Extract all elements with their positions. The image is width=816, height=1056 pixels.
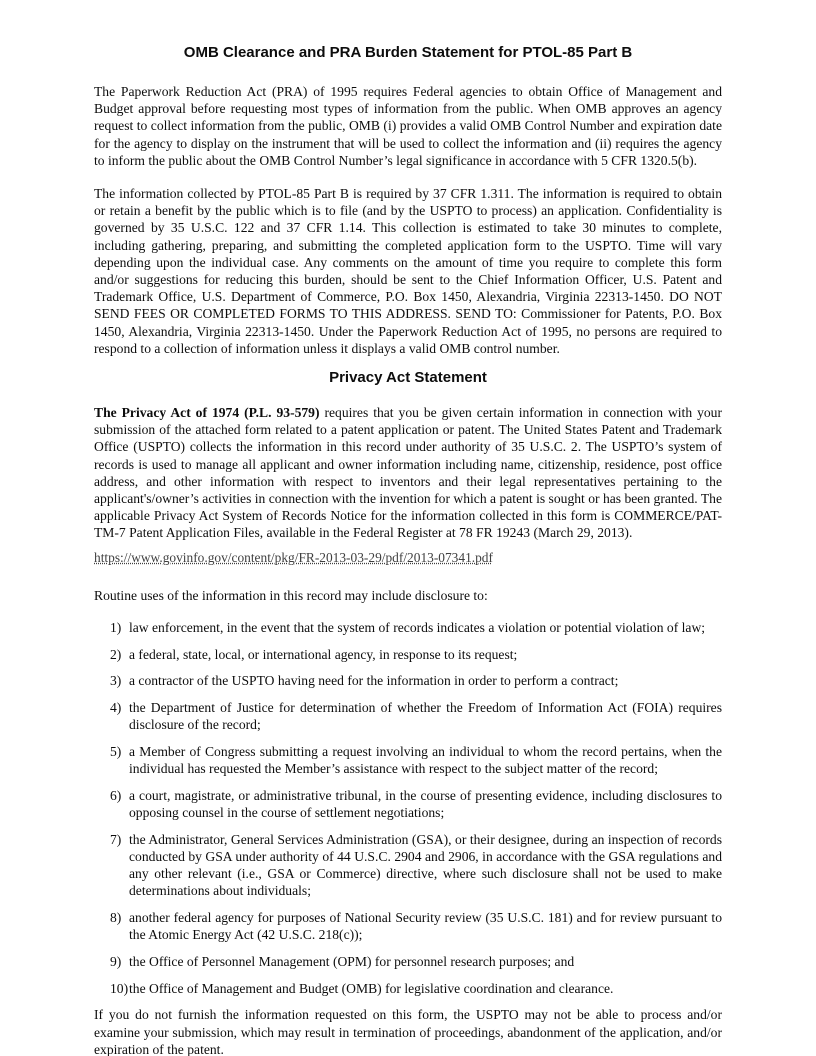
routine-use-text: a Member of Congress submitting a request involving an individual to whom the record pertains, when the individual has requested the Member’s assistance with respect to the subject matter of the record;	[129, 743, 722, 777]
paragraph-burden-statement: The information collected by PTOL-85 Part B is required by 37 CFR 1.311. The information is required to obtain or retain a benefit by the public which is to file (and by the USPTO to process) an application. Confidentiality is governed by 35 U.S.C. 122 and 37 CFR 1.14. This collection is estimated to take 30 minutes to complete, including gathering, preparing, and submitting the completed application form to the USPTO. Time will vary depending upon the individual case. Any comments on the amount of time you require to complete this form and/or suggestions for reducing this burden, should be sent to the Chief Information Officer, U.S. Patent and Trademark Office, U.S. Department of Commerce, P.O. Box 1450, Alexandria, Virginia 22313-1450. DO NOT SEND FEES OR COMPLETED FORMS TO THIS ADDRESS. SEND TO: Commissioner for Patents, P.O. Box 1450, Alexandria, Virginia 22313-1450. Under the Paperwork Reduction Act of 1995, no persons are required to respond to a collection of information unless it displays a valid OMB control number.	[94, 186, 722, 356]
routine-use-item	[110, 787, 722, 821]
routine-use-text: the Administrator, General Services Administration (GSA), or their designee, during an inspection of records conducted by GSA under authority of 44 U.S.C. 2904 and 2906, in accordance with the GSA regulations and any other relevant (i.e., GSA or Commerce) directive, where such disclosure shall not be used to make determinations about individuals;	[129, 831, 722, 899]
privacy-act-body: requires that you be given certain information in connection with your submission of the attached form related to a patent application or patent. The United States Patent and Trademark Office (USPTO) collects the information in this record under authority of 35 U.S.C. 2. The USPTO’s system of records is used to manage all applicant and owner information including name, citizenship, residence, post office address, and other information with respect to inventors and their legal representatives pertaining to the applicant's/owner’s activities in connection with the invention for which a patent is sought or has been granted. The applicable Privacy Act System of Records Notice for the information collected in this form is COMMERCE/PAT-TM-7 Patent Application Files, available in the Federal Register at 78 FR 19243 (March 29, 2013).	[94, 405, 722, 541]
routine-use-number: 5)	[110, 743, 122, 759]
routine-uses-intro: Routine uses of the information in this record may include disclosure to:	[94, 587, 488, 603]
routine-use-item	[110, 953, 722, 970]
routine-use-text: a contractor of the USPTO having need for the information in order to perform a contract;	[129, 673, 619, 689]
routine-use-number: 1)	[110, 619, 122, 635]
document-title: OMB Clearance and PRA Burden Statement for PTOL-85 Part B	[183, 44, 633, 61]
routine-use-number: 8)	[110, 910, 122, 926]
routine-use-text: the Office of Personnel Management (OPM) for personnel research purposes; and	[129, 953, 575, 969]
paragraph-closing-warning: If you do not furnish the information requested on this form, the USPTO may not be able to process and/or examine your submission, which may result in termination of proceedings, abandonment of the application, and/or expiration of the patent.	[94, 1007, 722, 1056]
routine-use-item	[110, 909, 722, 943]
routine-use-item	[110, 672, 722, 689]
routine-use-number: 2)	[110, 646, 122, 662]
routine-use-text: the Office of Management and Budget (OMB) for legislative coordination and clearance.	[129, 980, 614, 996]
routine-use-number: 4)	[110, 699, 122, 715]
routine-use-text: law enforcement, in the event that the system of records indicates a violation or potential violation of law;	[129, 619, 706, 635]
routine-use-text: a court, magistrate, or administrative tribunal, in the course of presenting evidence, including disclosures to opposing counsel in the course of settlement negotiations;	[129, 787, 722, 820]
routine-use-item	[110, 699, 722, 733]
routine-use-number: 6)	[110, 787, 122, 803]
routine-use-number: 9)	[110, 953, 122, 969]
privacy-act-heading: Privacy Act Statement	[329, 369, 487, 387]
routine-use-text: a federal, state, local, or international agency, in response to its request;	[129, 646, 518, 662]
routine-use-number: 10)	[110, 980, 129, 996]
routine-uses-list	[94, 619, 722, 997]
routine-use-item	[110, 646, 722, 663]
routine-use-text: another federal agency for purposes of National Security review (35 U.S.C. 181) and for review pursuant to the Atomic Energy Act (42 U.S.C. 218(c));	[129, 910, 722, 943]
paragraph-pra-statement: The Paperwork Reduction Act (PRA) of 1995 requires Federal agencies to obtain Office of Management and Budget approval before requesting most types of information from the public. When OMB approves an agency request to collect information from the public, OMB (i) provides a valid OMB Control Number and expiration date for the agency to display on the instrument that will be used to collect the information and (ii) requires the agency to inform the public about the OMB Control Number’s legal significance in accordance with 5 CFR 1320.5(b).	[94, 84, 722, 168]
federal-register-pdf-link[interactable]: https://www.govinfo.gov/content/pkg/FR-2013-03-29/pdf/2013-07341.pdf	[94, 549, 493, 565]
paragraph-privacy-act	[94, 404, 722, 542]
routine-use-item	[110, 831, 722, 900]
routine-use-text: the Department of Justice for determination of whether the Freedom of Information Act (FOIA) requires disclosure of the record;	[129, 699, 722, 733]
routine-use-number: 3)	[110, 673, 122, 689]
routine-use-number: 7)	[110, 831, 122, 847]
privacy-act-lead-bold: The Privacy Act of 1974 (P.L. 93-579)	[94, 405, 320, 421]
routine-use-item	[110, 619, 722, 636]
routine-use-item	[110, 743, 722, 777]
routine-use-item	[110, 980, 722, 997]
